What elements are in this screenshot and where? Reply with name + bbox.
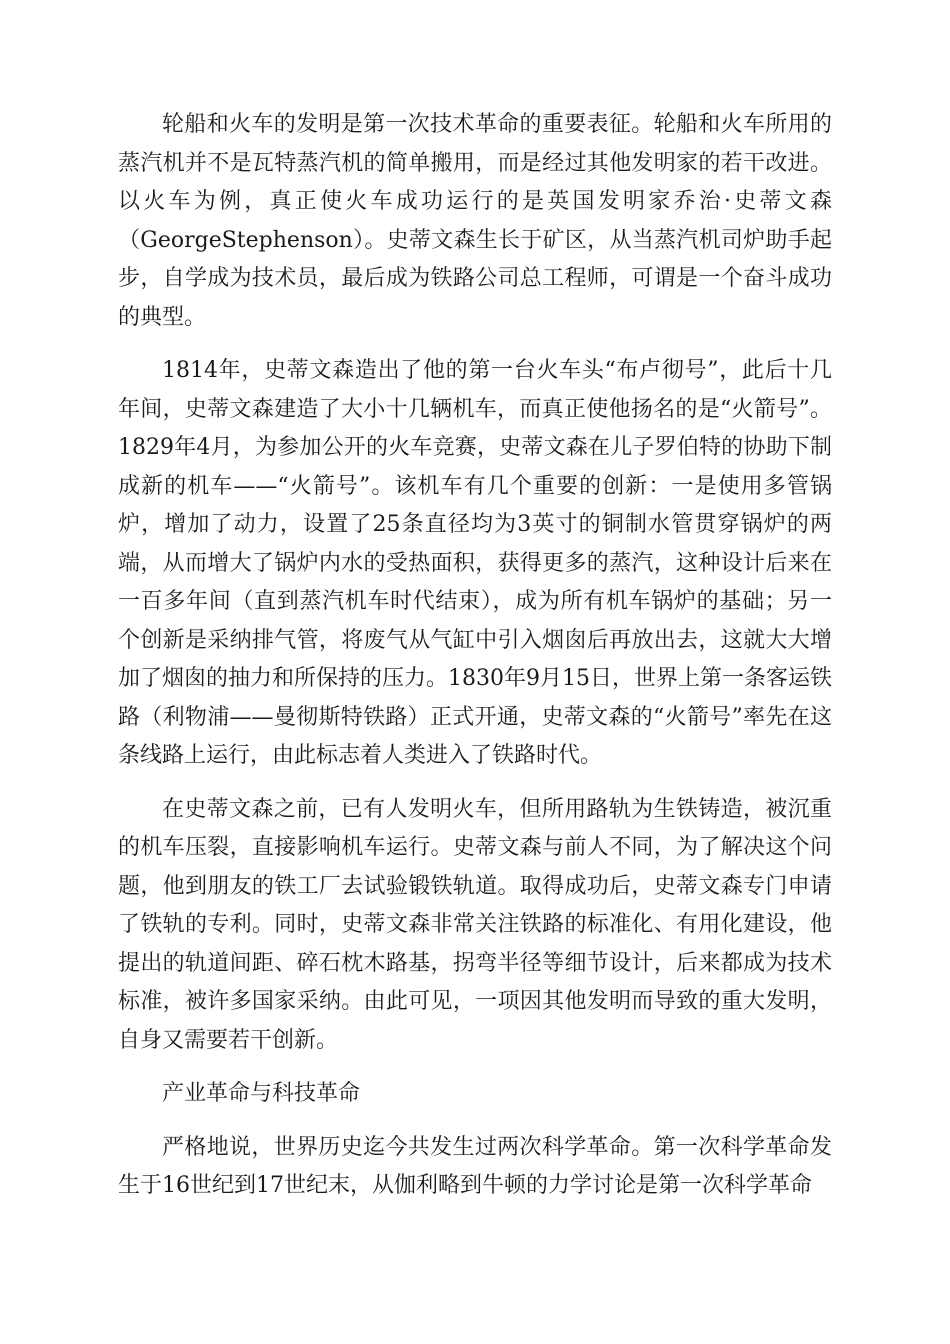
document-body: [118, 106, 832, 1221]
paragraph-steam-transport: 轮船和火车的发明是第一次技术革命的重要表征。轮船和火车所用的蒸汽机并不是瓦特蒸汽机的简单搬用，而是经过其他发明家的若干改进。以火车为例，真正使火车成功运行的是英国发明家乔治·史蒂文森（GeorgeStephenson）。史蒂文森生长于矿区，从当蒸汽机司炉助手起步，自学成为技术员，最后成为铁路公司总工程师，可谓是一个奋斗成功的典型。: [118, 112, 832, 330]
paragraph-iron-rails: 在史蒂文森之前，已有人发明火车，但所用路轨为生铁铸造，被沉重的机车压裂，直接影响机车运行。史蒂文森与前人不同，为了解决这个问题，他到朋友的铁工厂去试验锻铁轨道。取得成功后，史蒂文森专门申请了铁轨的专利。同时，史蒂文森非常关注铁路的标准化、有用化建设，他提出的轨道间距、碎石枕木路基，拐弯半径等细节设计，后来都成为技术标准，被许多国家采纳。由此可见，一项因其他发明而导致的重大发明，自身又需要若干创新。: [118, 796, 832, 1053]
paragraph-rocket-locomotive: 1814年，史蒂文森造出了他的第一台火车头“布卢彻号”，此后十几年间，史蒂文森建造了大小十几辆机车，而真正使他扬名的是“火箭号”。1829年4月，为参加公开的火车竞赛，史蒂文森在儿子罗伯特的协助下制成新的机车——“火箭号”。该机车有几个重要的创新：一是使用多管锅炉，增加了动力，设置了25条直径均为3英寸的铜制水管贯穿锅炉的两端，从而增大了锅炉内水的受热面积，获得更多的蒸汽，这种设计后来在一百多年间（直到蒸汽机车时代结束），成为所有机车锅炉的基础；另一个创新是采纳排气管，将废气从气缸中引入烟囱后再放出去，这就大大增加了烟囱的抽力和所保持的压力。1830年9月15日，世界上第一条客运铁路（利物浦——曼彻斯特铁路）正式开通，史蒂文森的“火箭号”率先在这条线路上运行，由此标志着人类进入了铁路时代。: [118, 358, 832, 768]
section-heading: 产业革命与科技革命: [162, 1081, 361, 1106]
paragraph-scientific-revolutions: 严格地说，世界历史迄今共发生过两次科学革命。第一次科学革命发生于16世纪到17世纪末，从伽利略到牛顿的力学讨论是第一次科学革命: [118, 1134, 832, 1198]
